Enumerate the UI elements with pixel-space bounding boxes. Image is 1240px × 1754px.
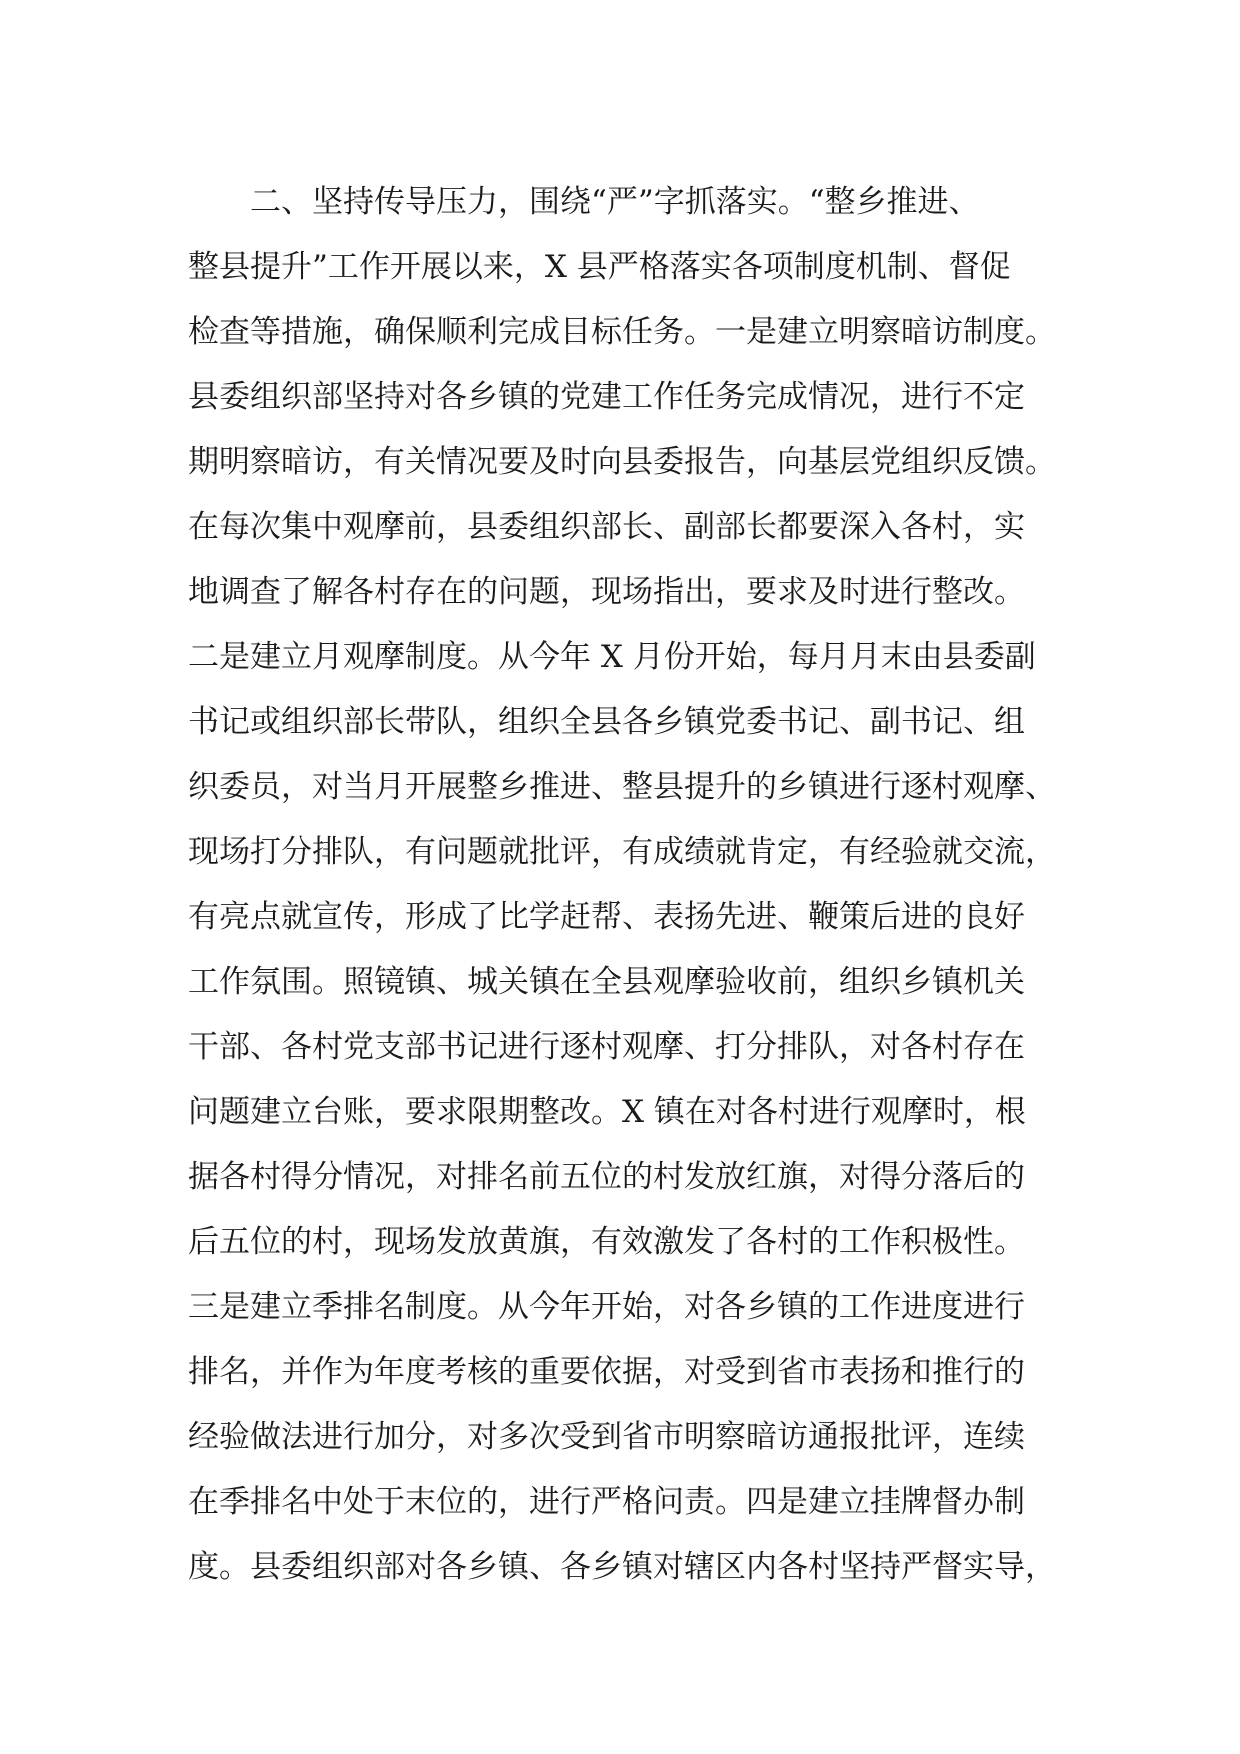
- text-line-7: 地调查了解各村存在的问题，现场指出，要求及时进行整改。: [188, 574, 1025, 610]
- text-line-3: 检查等措施，确保顺利完成目标任务。一是建立明察暗访制度。: [188, 314, 1056, 350]
- text-line-20: 经验做法进行加分，对多次受到省市明察暗访通报批评，连续: [188, 1419, 1025, 1455]
- text-line-10: 织委员，对当月开展整乡推进、整县提升的乡镇进行逐村观摩、: [188, 769, 1056, 805]
- text-line-18: 三是建立季排名制度。从今年开始，对各乡镇的工作进度进行: [188, 1289, 1025, 1325]
- text-line-12: 有亮点就宣传，形成了比学赶帮、表扬先进、鞭策后进的良好: [188, 899, 1025, 935]
- text-line-6: 在每次集中观摩前，县委组织部长、副部长都要深入各村，实: [188, 509, 1025, 545]
- text-line-5: 期明察暗访，有关情况要及时向县委报告，向基层党组织反馈。: [188, 444, 1056, 480]
- text-line-13: 工作氛围。照镜镇、城关镇在全县观摩验收前，组织乡镇机关: [188, 964, 1025, 1000]
- text-line-2: 整县提升”工作开展以来，X 县严格落实各项制度机制、督促: [188, 249, 1011, 285]
- text-line-14: 干部、各村党支部书记进行逐村观摩、打分排队，对各村存在: [188, 1029, 1025, 1065]
- text-line-9: 书记或组织部长带队，组织全县各乡镇党委书记、副书记、组: [188, 704, 1025, 740]
- text-line-15: 问题建立台账，要求限期整改。X 镇在对各村进行观摩时，根: [188, 1094, 1026, 1130]
- text-line-22: 度。县委组织部对各乡镇、各乡镇对辖区内各村坚持严督实导，: [188, 1549, 1056, 1585]
- text-line-16: 据各村得分情况，对排名前五位的村发放红旗，对得分落后的: [188, 1159, 1025, 1195]
- text-line-17: 后五位的村，现场发放黄旗，有效激发了各村的工作积极性。: [188, 1224, 1025, 1260]
- text-line-8: 二是建立月观摩制度。从今年 X 月份开始，每月月末由县委副: [188, 639, 1036, 675]
- body-paragraph: [188, 170, 1088, 1600]
- text-line-19: 排名，并作为年度考核的重要依据，对受到省市表扬和推行的: [188, 1354, 1025, 1390]
- text-line-4: 县委组织部坚持对各乡镇的党建工作任务完成情况，进行不定: [188, 379, 1025, 415]
- text-line-1: 二、坚持传导压力，围绕“严”字抓落实。“整乡推进、: [250, 184, 980, 220]
- text-line-21: 在季排名中处于末位的，进行严格问责。四是建立挂牌督办制: [188, 1484, 1025, 1520]
- text-line-11: 现场打分排队，有问题就批评，有成绩就肯定，有经验就交流，: [188, 834, 1056, 870]
